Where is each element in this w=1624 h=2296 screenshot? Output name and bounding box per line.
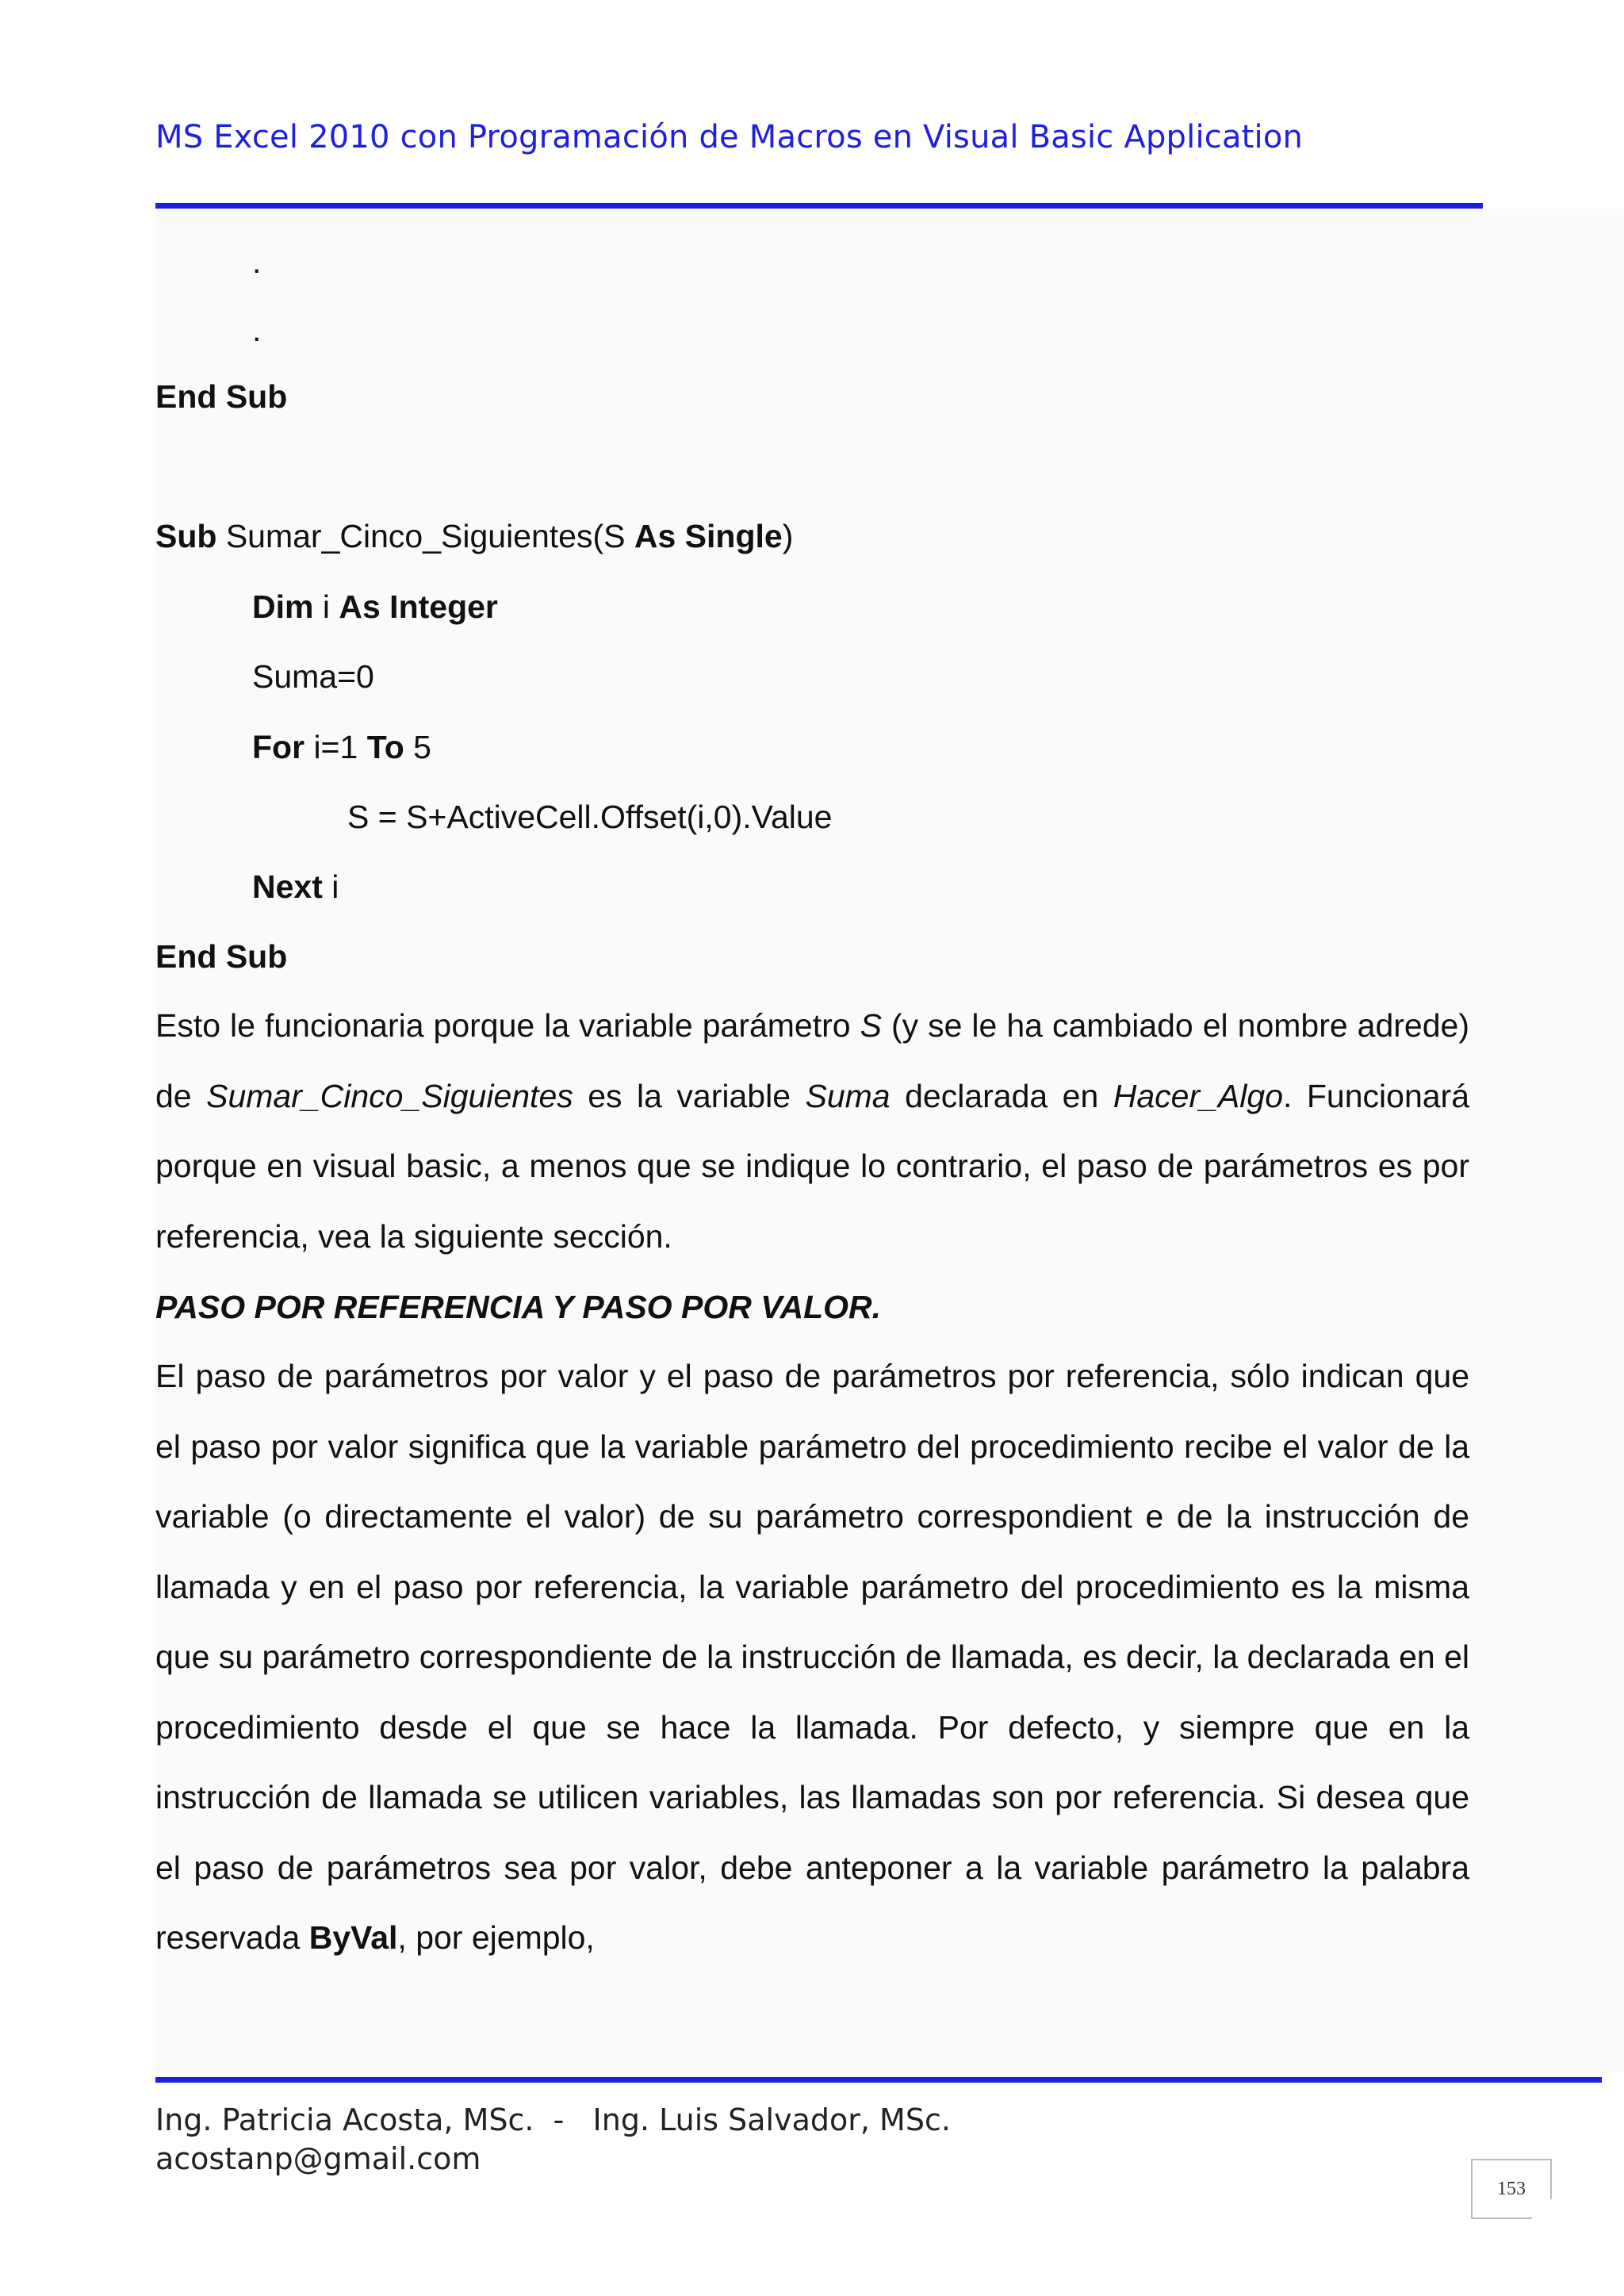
body-paragraph-explanation: [155, 991, 1469, 1271]
footer-rule: [155, 2077, 1602, 2083]
footer-authors: Ing. Patricia Acosta, MSc. - Ing. Luis Salvador, MSc.: [155, 2102, 951, 2137]
page-number: 153: [1497, 2178, 1526, 2199]
code-line-assignment: S = S+ActiveCell.Offset(i,0).Value: [347, 799, 833, 835]
code-line-suma-init: Suma=0: [252, 658, 374, 695]
code-text: i: [313, 588, 339, 625]
page-number-box: [1471, 2159, 1552, 2219]
code-ellipsis-dot: .: [252, 243, 262, 280]
header-rule: [155, 203, 1483, 209]
paragraph-text: (y se le ha cambiado el nombre adrede) de: [155, 1007, 1469, 1114]
code-text: Sumar_Cinco_Siguientes(S: [216, 518, 634, 554]
paragraph-text: es la variable: [573, 1077, 806, 1114]
body-paragraph-byref-byval: [155, 1341, 1469, 1973]
paragraph-text: , por ejemplo,: [397, 1919, 595, 1956]
paragraph-text: Esto le funcionaria porque la variable parámetro: [155, 1007, 860, 1044]
paragraph-emphasis: Sumar_Cinco_Siguientes: [206, 1077, 573, 1114]
footer-email: acostanp@gmail.com: [155, 2141, 481, 2176]
code-keyword: For: [252, 729, 305, 765]
code-keyword: To: [366, 729, 404, 765]
running-header-title: MS Excel 2010 con Programación de Macros en Visual Basic Application: [155, 119, 1304, 155]
code-text: i=1: [304, 729, 367, 765]
code-line-sub-declaration: [155, 512, 793, 560]
code-ellipsis-dot: .: [252, 312, 262, 348]
paragraph-text: El paso de parámetros por valor y el paso de parámetros por referencia, sólo indican que el paso por valor significa que la variable parámetro del procedimiento recibe el valor de la variable (o directamente el valor) de su parámetro correspondient e de la instrucción de llamada y en el paso por referencia, la variable parámetro del procedimiento es la misma que su parámetro correspondiente de la instrucción de llamada, es decir, la declarada en el procedimiento desde el que se hace la llamada. Por defecto, y siempre que en la instrucción de llamada se utilicen variables, las llamadas son por referencia. Si desea que el paso de parámetros sea por valor, debe anteponer a la variable parámetro la palabra reservada: [155, 1358, 1469, 1956]
section-heading: PASO POR REFERENCIA Y PASO POR VALOR.: [155, 1289, 882, 1325]
code-text: ): [782, 518, 794, 554]
code-text: 5: [404, 729, 431, 765]
paragraph-text: declarada en: [890, 1077, 1113, 1114]
paragraph-emphasis: S: [860, 1007, 882, 1044]
code-end-sub: End Sub: [155, 938, 288, 975]
code-line-dim: [252, 583, 498, 631]
code-line-for: [252, 723, 431, 771]
code-text: i: [322, 868, 339, 905]
code-keyword: As Integer: [339, 588, 498, 625]
code-keyword: Sub: [155, 518, 217, 554]
code-line-next: [252, 863, 339, 910]
page-corner-fold-icon: [1531, 2198, 1552, 2219]
code-keyword: Next: [252, 868, 323, 905]
paragraph-keyword: ByVal: [308, 1919, 398, 1956]
paragraph-text: . Funcionará porque en visual basic, a menos que se indique lo contrario, el paso de parámetros es por referencia, vea la siguiente sección.: [155, 1077, 1469, 1255]
code-end-sub: End Sub: [155, 378, 288, 415]
paragraph-emphasis: Suma: [805, 1077, 891, 1114]
code-keyword: As Single: [634, 518, 783, 554]
paragraph-emphasis: Hacer_Algo: [1113, 1077, 1283, 1114]
code-keyword: Dim: [252, 588, 314, 625]
